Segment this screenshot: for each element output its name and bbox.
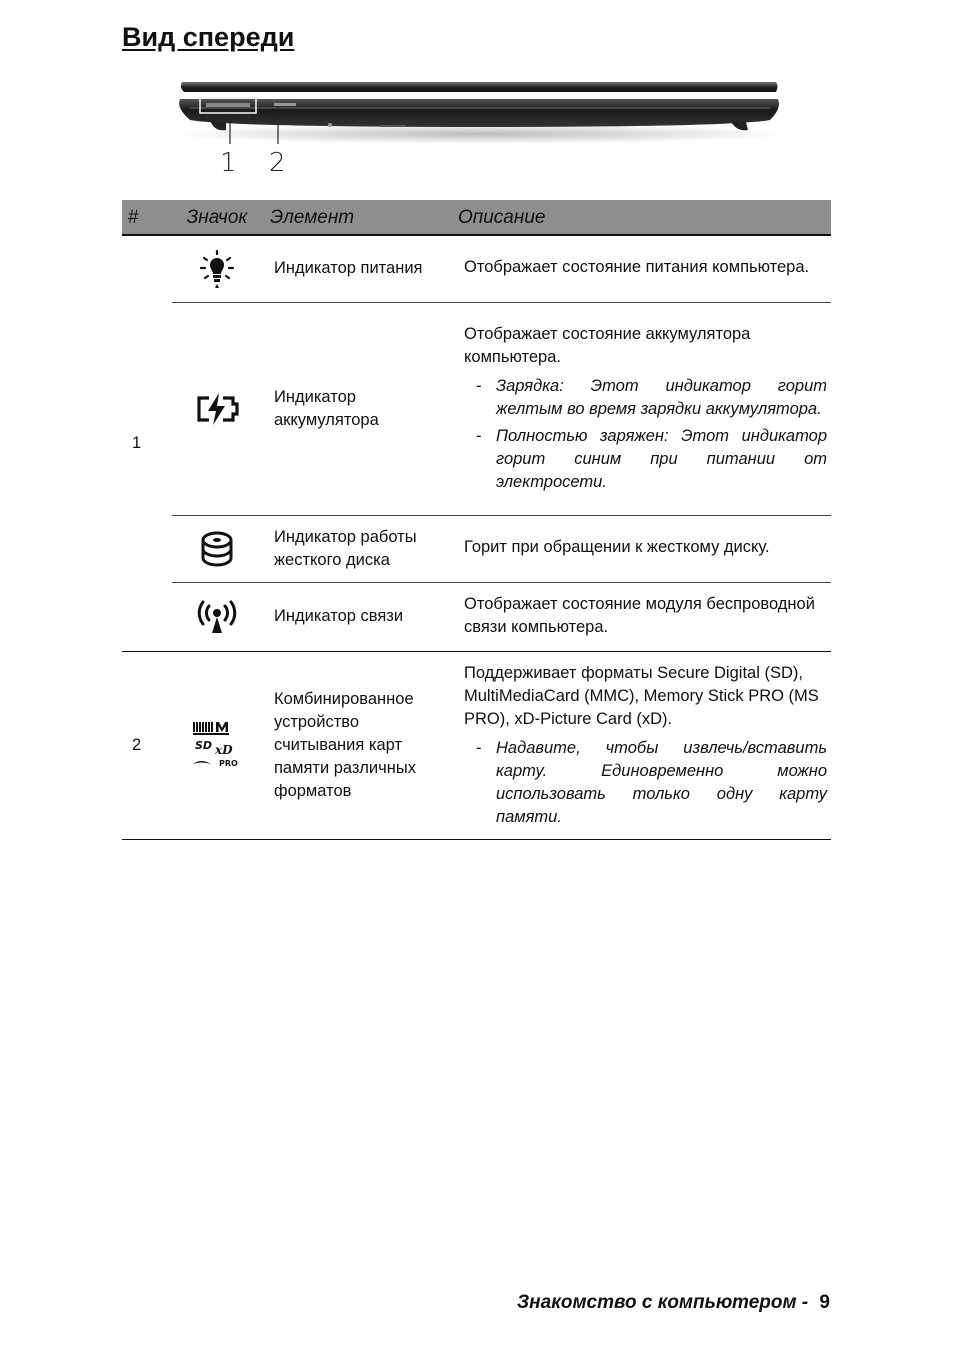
page-number: 9 (819, 1292, 830, 1313)
description-text: Отображает состояние питания компьютера. (464, 258, 810, 277)
footer-section-title: Знакомство с компьютером - (516, 1292, 809, 1313)
description-text: Поддерживает форматы Secure Digital (SD), MultiMediaCard (MMC), Memory Stick PRO (MS PRO), xD-Picture Card (xD). (464, 663, 819, 728)
table-row (122, 235, 831, 302)
header-description: Описание (450, 200, 831, 235)
battery-charge-icon (172, 302, 262, 515)
description-notes (464, 375, 827, 494)
note-item: - Полностью заряжен: Этот индикатор горит синим при питании от электросети. (464, 425, 827, 494)
callout-2: 2 (269, 148, 286, 178)
component-table (122, 200, 831, 840)
element-description (450, 235, 831, 302)
element-name: Комбинированное устройство считывания карт памяти различных форматов (262, 651, 450, 839)
element-description (450, 651, 831, 839)
element-name: Индикатор работы жесткого диска (262, 515, 450, 582)
note-item: - Зарядка: Этот индикатор горит желтым во время зарядки аккумулятора. (464, 375, 827, 421)
row-number: 1 (122, 235, 172, 651)
element-name: Индикатор питания (262, 235, 450, 302)
card-reader-logos-icon (172, 651, 262, 839)
header-num: # (122, 200, 172, 235)
hard-disk-icon (172, 515, 262, 582)
description-text: Отображает состояние аккумулятора компьютера. (464, 325, 751, 366)
description-notes (464, 737, 827, 829)
svg-text:SD: SD (195, 739, 213, 752)
page-title: Вид спереди (122, 22, 295, 52)
element-name: Индикатор аккумулятора (262, 302, 450, 515)
header-element: Элемент (262, 200, 450, 235)
description-text: Отображает состояние модуля беспроводной связи компьютера. (464, 594, 815, 636)
table-row (122, 651, 831, 839)
svg-text:PRO: PRO (219, 759, 238, 768)
table-row (122, 515, 831, 582)
element-description (450, 302, 831, 515)
callout-1: 1 (220, 148, 237, 178)
table-row (122, 582, 831, 651)
table-header-row (122, 200, 831, 235)
header-icon: Значок (172, 200, 262, 235)
row-number: 2 (122, 651, 172, 839)
element-description (450, 515, 831, 582)
laptop-front-illustration (170, 72, 790, 182)
power-bulb-icon (172, 235, 262, 302)
description-text: Горит при обращении к жесткому диску. (464, 538, 770, 556)
element-name: Индикатор связи (262, 582, 450, 651)
table-row (122, 302, 831, 515)
wireless-icon (172, 582, 262, 651)
page-footer (517, 1292, 830, 1314)
svg-text:xD: xD (215, 743, 233, 757)
element-description (450, 582, 831, 651)
note-item: - Надавите, чтобы извлечь/вставить карту. Единовременно можно использовать только одну карту памяти. (464, 737, 827, 829)
